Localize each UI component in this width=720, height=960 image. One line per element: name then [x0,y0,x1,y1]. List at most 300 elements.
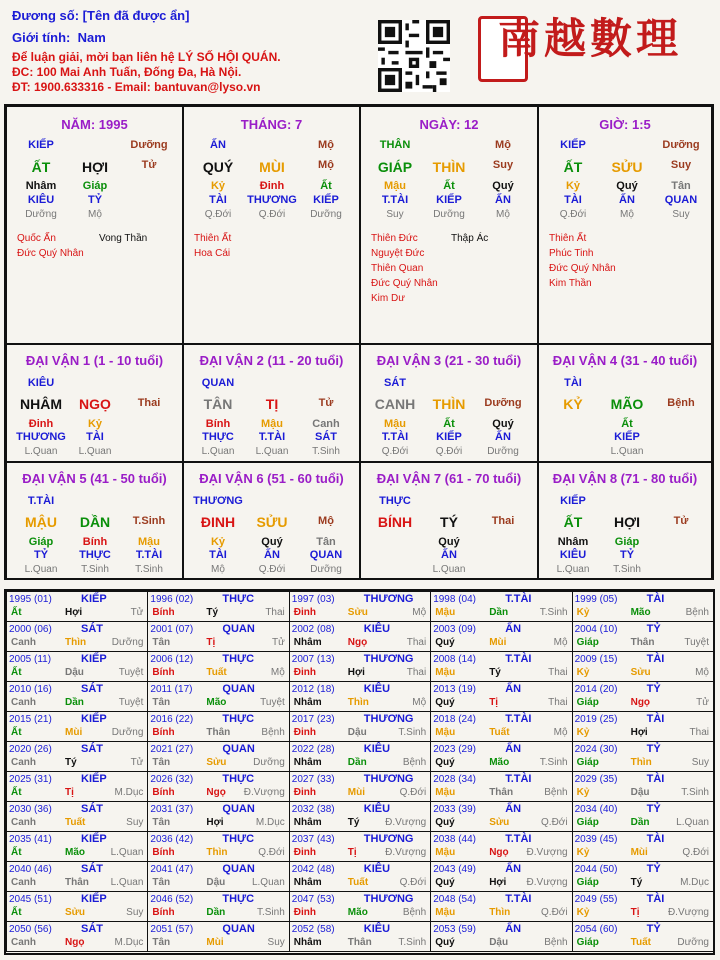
year-label: 2050 (56) [9,924,52,935]
hidden-ten-god: QUAN [664,194,698,206]
year-stage: Đ.Vượng [385,817,427,828]
year-cell [147,591,289,622]
year-ten-god: TỶ [646,923,661,935]
year-label: 2012 (18) [291,684,335,695]
pillar-title: GIỜ: 1:5 [599,117,651,132]
year-label: 2018 (24) [433,714,476,725]
year-cell [147,621,289,652]
year-stem: Quý [435,757,455,768]
dai-van-ten-god: T.TÀI [27,495,55,507]
year-ten-god: KIẾP [81,593,107,605]
year-cell [572,681,714,712]
hidden-ten-god: KIẾP [313,194,339,206]
year-branch: Tuất [65,817,86,828]
hidden-stem: Quý [616,180,638,192]
year-stage: Tử [696,697,709,708]
year-stem: Bính [152,667,175,678]
hidden-stage: Dưỡng [25,209,57,220]
year-stem: Đinh [293,607,317,618]
year-stage: Thai [548,697,568,708]
pillar-ten-god: KIẾP [560,139,586,151]
hidden-ten-god: ẤN [264,549,280,561]
hidden-ten-god: THỰC [202,431,234,443]
pillar-life-stage: Tử [141,159,157,171]
year-stem: Giáp [576,817,599,828]
year-stem: Tân [152,757,171,768]
year-branch: Mùi [65,727,83,738]
year-cell [6,591,148,622]
year-branch: Tuất [489,727,510,738]
hidden-stage: Dưỡng [310,209,342,220]
year-ten-god: KIÊU [363,743,391,755]
year-stage: Bệnh [544,787,568,798]
dai-van-cell [183,344,360,462]
hidden-ten-god: ẤN [495,194,511,206]
year-stem: Bính [152,607,175,618]
dai-van-state: T.Sinh [132,515,166,527]
year-cell [430,621,572,652]
year-ten-god: THỰC [222,593,255,605]
hidden-stage: T.Sinh [312,446,340,457]
dai-van-branch: DẦN [79,514,111,530]
year-ten-god: KIÊU [363,923,391,935]
year-ten-god: ẤN [505,743,522,755]
year-stage: Mộ [270,667,285,678]
dai-van-title: ĐẠI VẬN 7 (61 - 70 tuổi) [376,471,522,486]
year-cell [147,891,289,922]
year-cell [147,831,289,862]
year-stem: Kỷ [576,607,590,618]
year-branch: Mão [347,907,368,918]
year-stem: Bính [152,907,175,918]
year-stage: Suy [126,907,144,918]
dai-van-title: ĐẠI VẬN 5 (41 - 50 tuổi) [22,471,167,486]
year-stem: Đinh [293,727,317,738]
year-cell [572,651,714,682]
star-item: Đức Quý Nhân [371,278,438,289]
year-branch: Tý [489,667,501,678]
year-stem: Ất [11,667,22,678]
pillar-ten-god: KIẾP [28,139,54,151]
year-label: 2001 (07) [150,624,194,635]
year-stage: L.Quan [251,877,285,888]
year-stage: Bệnh [685,607,709,618]
dai-van-state: Bệnh [667,397,695,409]
year-ten-god: T.TÀI [505,713,532,725]
year-stage: Dưỡng [111,727,144,738]
year-ten-god: SÁT [81,863,103,875]
year-cell [147,681,289,712]
year-branch: Hợi [489,877,507,888]
star-item: Kim Dư [371,293,405,304]
year-branch: Mùi [630,847,648,858]
hidden-ten-god: TÀI [209,549,227,561]
year-ten-god: KIÊU [363,803,391,815]
phone-email-line: ĐT: 1900.633316 - Email: bantuvan@lyso.vn [12,80,261,94]
year-cell [6,861,148,892]
year-stage: Mộ [553,727,568,738]
year-branch: Dần [630,817,650,828]
year-label: 2005 (11) [9,654,52,665]
year-stem: Bính [152,847,175,858]
hidden-ten-god: KIẾP [436,431,462,443]
year-label: 2034 (40) [574,804,618,815]
year-stage: L.Quan [676,817,709,828]
year-branch: Ngọ [489,847,509,858]
year-stage: Tuyệt [118,667,144,678]
hidden-ten-god: SÁT [315,431,337,443]
stars-list [549,231,616,291]
pillar-cell [183,106,360,344]
year-label: 2003 (09) [433,624,476,635]
hidden-ten-god: KIẾP [436,194,462,206]
year-stem: Đinh [293,667,317,678]
year-stage: Mộ [412,607,427,618]
hidden-ten-god: T.TÀI [381,431,409,443]
year-stem: Nhâm [293,877,322,888]
year-stage: Suy [267,937,285,948]
year-ten-god: SÁT [81,743,103,755]
year-cell [572,621,714,652]
dai-van-stem: MẬU [25,514,57,530]
year-label: 2032 (38) [291,804,335,815]
dai-van-cell [6,344,183,462]
year-stage: Đ.Vượng [243,787,285,798]
star-item: Thập Ác [451,233,489,244]
year-label: 2052 (58) [291,924,335,935]
year-branch: Sửu [630,667,651,678]
hidden-ten-god: TÀI [564,194,582,206]
hidden-stem: Bính [205,418,231,430]
year-ten-god: THỰC [222,653,255,665]
year-stem: Kỷ [576,787,590,798]
year-stem: Mậu [435,607,456,618]
dai-van-ten-god: QUAN [201,377,235,389]
year-cell [430,681,572,712]
year-branch: Thân [630,637,655,648]
year-label: 2045 (51) [9,894,52,905]
pillar-ten-god: Mộ [495,139,511,151]
year-ten-god: KIẾP [81,773,107,785]
pillar-stem-branch: HỢI [82,159,108,175]
hidden-stem: Quý [492,180,514,192]
year-cell [572,711,714,742]
dai-van-branch: HỢI [614,514,640,530]
year-cell [430,801,572,832]
dai-van-title: ĐẠI VẬN 6 (51 - 60 tuổi) [199,471,344,486]
stars-list [194,231,231,261]
dai-van-ten-god: THỰC [379,495,411,507]
year-label: 2044 (50) [574,864,618,875]
year-ten-god: TỶ [646,683,661,695]
year-stem: Bính [152,787,175,798]
year-stage: T.Sinh [539,757,568,768]
year-stem: Nhâm [293,817,322,828]
hidden-stage: Q.Đới [381,446,409,457]
year-cell [572,591,714,622]
hidden-stage: L.Quan [24,564,58,575]
year-label: 2027 (33) [291,774,335,785]
year-stage: Q.Đới [399,787,427,798]
dai-van-cell [538,344,712,462]
hidden-stage: Mộ [211,564,225,575]
year-stage: M.Dục [255,817,285,828]
hidden-ten-god: KIÊU [559,549,587,561]
year-stage: M.Dục [114,787,144,798]
year-stage: T.Sinh [398,727,427,738]
hidden-stage: L.Quan [78,446,112,457]
year-cell [289,741,431,772]
year-branch: Tý [65,757,77,768]
year-stage: Tuyệt [118,697,144,708]
year-label: 1998 (04) [433,594,476,605]
pillar-ten-god: THÂN [379,139,411,151]
star-item: Quốc Ấn [17,233,56,244]
hidden-stem: Quý [492,418,514,430]
star-item: Đức Quý Nhân [549,263,616,274]
dai-van-stem: BÍNH [377,514,413,530]
hidden-ten-god: TÀI [209,194,227,206]
year-branch: Tị [206,637,216,648]
hidden-stem: Mậu [384,418,406,430]
year-stage: Q.Đới [399,877,427,888]
year-branch: Ngọ [630,697,651,708]
dai-van-cell [6,462,183,580]
hidden-ten-god: QUAN [309,549,343,561]
year-stage: Bệnh [544,937,568,948]
year-stage: Mộ [553,637,568,648]
year-cell [289,891,431,922]
year-branch: Dậu [347,727,367,738]
year-cell [289,861,431,892]
pillar-ten-god: Dưỡng [130,139,168,151]
year-stage: Tuyệt [684,637,709,648]
hidden-stage: L.Quan [432,564,466,575]
year-stem: Canh [11,637,36,648]
year-ten-god: THƯƠNG [363,653,414,665]
pillar-stem-branch: ẤT [563,159,583,175]
year-ten-god: KIÊU [363,683,391,695]
star-item: Vong Thần [99,233,148,244]
qr-code-icon[interactable] [378,20,450,92]
dai-van-stem: ẤT [563,514,583,530]
year-stem: Mậu [435,847,456,858]
dai-van-branch: THÌN [432,396,466,412]
year-stage: Q.Đới [541,817,568,828]
stars-list [371,231,438,306]
year-ten-god: KIÊU [363,623,391,635]
year-cell [6,891,148,922]
year-label: 2017 (23) [291,714,335,725]
hidden-stage: T.Sinh [81,564,109,575]
year-stage: Thai [265,607,285,618]
year-label: 2051 (57) [150,924,194,935]
year-label: 2054 (60) [574,924,618,935]
hidden-stem: Ất [621,418,633,430]
pillar-title: NĂM: 1995 [61,117,128,132]
hidden-stem: Mậu [384,180,406,192]
year-branch: Tị [347,847,357,858]
dai-van-title: ĐẠI VẬN 4 (31 - 40 tuổi) [552,353,698,368]
year-stem: Canh [11,757,36,768]
year-label: 2031 (37) [150,804,194,815]
year-stem: Bính [152,727,175,738]
hidden-stage: Q.Đới [258,209,286,220]
year-label: 2008 (14) [433,654,476,665]
year-label: 2035 (41) [9,834,52,845]
yearly-luck-grid [4,589,715,955]
year-stem: Canh [11,817,36,828]
subject-name-line: Đương số: [Tên đã được ẩn] [12,8,190,23]
hidden-stem: Kỷ [565,180,581,192]
year-branch: Hợi [65,607,83,618]
dai-van-cell [538,462,712,580]
year-ten-god: KIẾP [81,713,107,725]
pillar-ten-god: ẤN [210,139,226,151]
year-label: 2033 (39) [433,804,476,815]
hidden-stage: L.Quan [556,564,590,575]
gender-line: Giới tính: Nam [12,30,106,45]
year-cell [6,741,148,772]
year-stem: Mậu [435,727,456,738]
hidden-ten-god: T.TÀI [135,549,163,561]
pillar-cell [538,106,712,344]
pillar-title: NGÀY: 12 [419,117,479,132]
dai-van-branch: TỊ [265,396,279,412]
year-stage: Tử [130,757,144,768]
year-ten-god: THỰC [222,893,255,905]
hidden-stage: Mộ [620,209,634,220]
dai-van-stem: CANH [374,396,416,412]
year-label: 2023 (29) [433,744,476,755]
pillar-ten-god: Dưỡng [662,139,700,151]
year-stem: Ất [11,907,22,918]
stars-list [451,231,488,246]
hidden-ten-god: ẤN [495,431,511,443]
dai-van-stem: TÂN [203,396,233,412]
year-label: 2004 (10) [574,624,618,635]
year-branch: Thìn [489,907,511,918]
year-cell [6,651,148,682]
year-branch: Mão [65,847,85,858]
year-ten-god: ẤN [505,803,522,815]
year-stem: Ất [11,727,22,738]
year-label: 2011 (17) [150,684,193,695]
year-label: 2009 (15) [574,654,618,665]
dai-van-cell [360,344,538,462]
year-ten-god: ẤN [505,623,522,635]
dai-van-stem: KỶ [563,396,583,412]
hidden-ten-god: TỶ [619,549,635,561]
year-label: 2010 (16) [9,684,52,695]
year-cell [572,831,714,862]
year-label: 2007 (13) [291,654,335,665]
hidden-stem: Kỷ [87,418,103,430]
dai-van-title: ĐẠI VẬN 1 (1 - 10 tuổi) [25,353,164,368]
year-ten-god: TỶ [646,623,661,635]
year-cell [6,711,148,742]
year-stem: Ất [11,847,22,858]
year-stage: Bệnh [402,907,427,918]
year-stem: Tân [152,937,171,948]
pillar-title: THÁNG: 7 [240,117,303,132]
year-cell [572,921,714,952]
hidden-stem: Giáp [28,536,54,548]
year-cell [572,741,714,772]
year-stem: Đinh [293,847,317,858]
year-label: 2026 (32) [150,774,194,785]
year-branch: Thìn [630,757,652,768]
year-branch: Tý [347,817,360,828]
year-ten-god: THƯƠNG [363,893,414,905]
year-label: 2041 (47) [150,864,194,875]
year-ten-god: T.TÀI [505,833,532,845]
year-ten-god: SÁT [81,683,103,695]
hidden-ten-god: TỶ [33,549,49,561]
year-stem: Quý [435,637,455,648]
hidden-ten-god: ẤN [441,549,457,561]
address-line: ĐC: 100 Mai Anh Tuấn, Đống Đa, Hà Nội. [12,65,242,79]
year-stem: Canh [11,937,36,948]
year-branch: Tuất [206,667,227,678]
hidden-stem: Kỷ [210,536,226,548]
year-label: 1997 (03) [291,594,335,605]
year-branch: Hợi [630,727,648,738]
year-label: 2029 (35) [574,774,618,785]
year-stem: Nhâm [293,637,322,648]
year-ten-god: TÀI [646,713,665,725]
year-stem: Kỷ [576,907,590,918]
star-item: Phúc Tinh [549,248,594,259]
year-branch: Thìn [65,637,87,648]
hidden-stem: Kỷ [210,180,226,192]
year-label: 2040 (46) [9,864,52,875]
year-ten-god: THỰC [222,833,255,845]
pillar-life-stage: Mộ [318,159,334,171]
year-cell [147,771,289,802]
year-stage: Đ.Vượng [385,847,427,858]
hidden-stage: Suy [386,209,404,220]
star-item: Nguyệt Đức [371,248,425,259]
year-stem: Giáp [576,637,599,648]
year-branch: Sửu [65,907,86,918]
year-ten-god: THƯƠNG [363,833,414,845]
dai-van-branch: SỬU [256,514,288,530]
dai-van-ten-god: TÀI [564,377,582,389]
year-ten-god: ẤN [505,923,522,935]
year-branch: Thìn [206,847,228,858]
hidden-stem: Ất [443,180,455,192]
year-label: 2016 (22) [150,714,194,725]
hidden-stage: Dưỡng [310,564,342,575]
hidden-stem: Ất [320,180,332,192]
year-label: 2014 (20) [574,684,618,695]
hidden-stem: Nhâm [25,180,57,192]
pillar-stem-branch: GIÁP [377,159,413,175]
year-label: 2048 (54) [433,894,476,905]
hidden-stage: Suy [672,209,690,220]
hidden-stage: Dưỡng [487,446,519,457]
year-cell [430,921,572,952]
year-label: 2028 (34) [433,774,476,785]
year-ten-god: QUAN [222,683,255,695]
star-item: Kim Thần [549,278,592,289]
year-cell [6,831,148,862]
year-cell [147,861,289,892]
year-stage: T.Sinh [681,787,709,798]
year-stem: Nhâm [293,697,322,708]
hidden-stage: Mộ [496,209,510,220]
